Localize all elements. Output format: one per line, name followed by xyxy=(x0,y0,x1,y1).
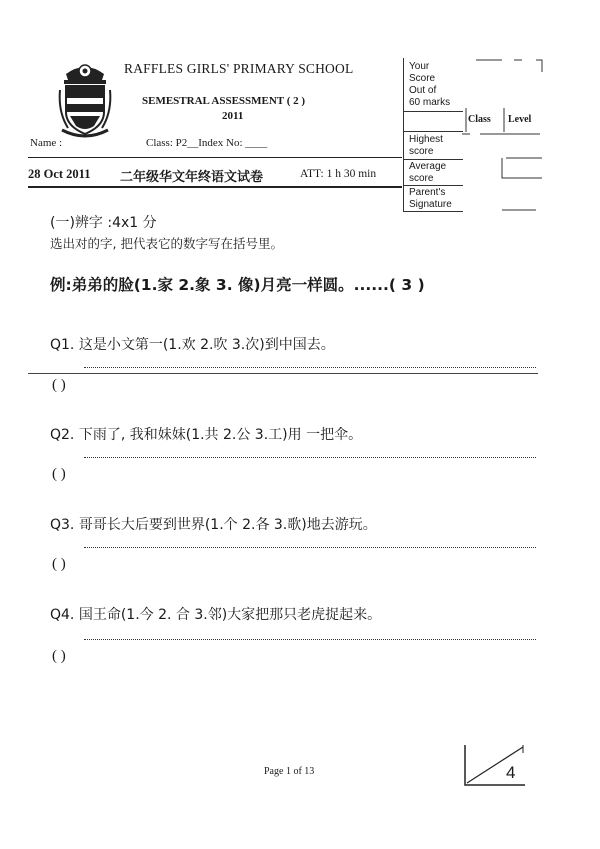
name-label: Name : xyxy=(30,137,63,149)
section-instruction: 选出对的字, 把代表它的数字写在括号里。 xyxy=(50,236,283,251)
writing-line xyxy=(84,547,536,548)
header-divider-bottom xyxy=(28,186,402,188)
page-marks-value: 4 xyxy=(506,763,516,782)
class-score-label: Class xyxy=(468,114,491,125)
section-title: (一)辨字 :4x1 分 xyxy=(50,215,157,231)
highest-score-label-2: score xyxy=(409,146,434,157)
score-box-divider xyxy=(404,159,463,160)
highest-score-label-1: Highest xyxy=(409,134,443,145)
answer-bracket-2[interactable]: ( ) xyxy=(52,466,66,482)
writing-line xyxy=(84,457,536,458)
average-score-label-2: score xyxy=(409,173,434,184)
your-score-label-1: Your xyxy=(409,61,430,72)
question-4: Q4. 国王命(1.今 2. 合 3.邻)大家把那只老虎捉起来。 xyxy=(50,607,382,623)
score-box-divider xyxy=(404,131,463,132)
average-score-label-1: Average xyxy=(409,161,447,172)
page-marks-box xyxy=(463,745,527,787)
paper-title: 二年级华文年终语文试卷 xyxy=(120,170,264,185)
assessment-year: 2011 xyxy=(222,110,244,122)
answer-bracket-1[interactable]: ( ) xyxy=(52,377,66,393)
score-box-divider xyxy=(404,111,463,112)
exam-date: 28 Oct 2011 xyxy=(28,167,91,181)
header-divider-top xyxy=(28,157,402,158)
your-score-label-2: Score xyxy=(409,73,436,84)
assessment-title: SEMESTRAL ASSESSMENT ( 2 ) xyxy=(142,95,306,107)
question-3: Q3. 哥哥长大后要到世界(1.个 2.各 3.歌)地去游玩。 xyxy=(50,517,377,533)
your-score-label-4: 60 marks xyxy=(409,97,451,108)
your-score-label-3: Out of xyxy=(409,85,437,96)
answer-bracket-4[interactable]: ( ) xyxy=(52,648,66,664)
allowed-time: ATT: 1 h 30 min xyxy=(300,168,377,180)
parent-signature-label-2: Signature xyxy=(409,199,452,210)
divider-line xyxy=(28,373,538,374)
score-box-divider xyxy=(404,211,463,212)
page-number: Page 1 of 13 xyxy=(264,766,315,777)
writing-line xyxy=(84,639,536,640)
school-crest-logo xyxy=(58,62,112,138)
score-box xyxy=(403,58,463,212)
example-question: 例:弟弟的脸(1.家 2.象 3. 像)月亮一样圆。......( 3 ) xyxy=(50,276,425,294)
question-1: Q1. 这是小文第一(1.欢 2.吹 3.次)到中国去。 xyxy=(50,337,335,353)
parent-signature-label-1: Parent's xyxy=(409,187,446,198)
score-box-divider xyxy=(404,185,463,186)
writing-line xyxy=(84,367,536,368)
class-index-label: Class: P2__Index No: ____ xyxy=(146,137,268,149)
question-2: Q2. 下雨了, 我和妹妹(1.共 2.公 3.工)用 一把伞。 xyxy=(50,427,363,443)
answer-bracket-3[interactable]: ( ) xyxy=(52,556,66,572)
school-name: RAFFLES GIRLS' PRIMARY SCHOOL xyxy=(124,61,354,76)
score-fields-lines xyxy=(462,56,548,216)
level-score-label: Level xyxy=(508,114,532,125)
